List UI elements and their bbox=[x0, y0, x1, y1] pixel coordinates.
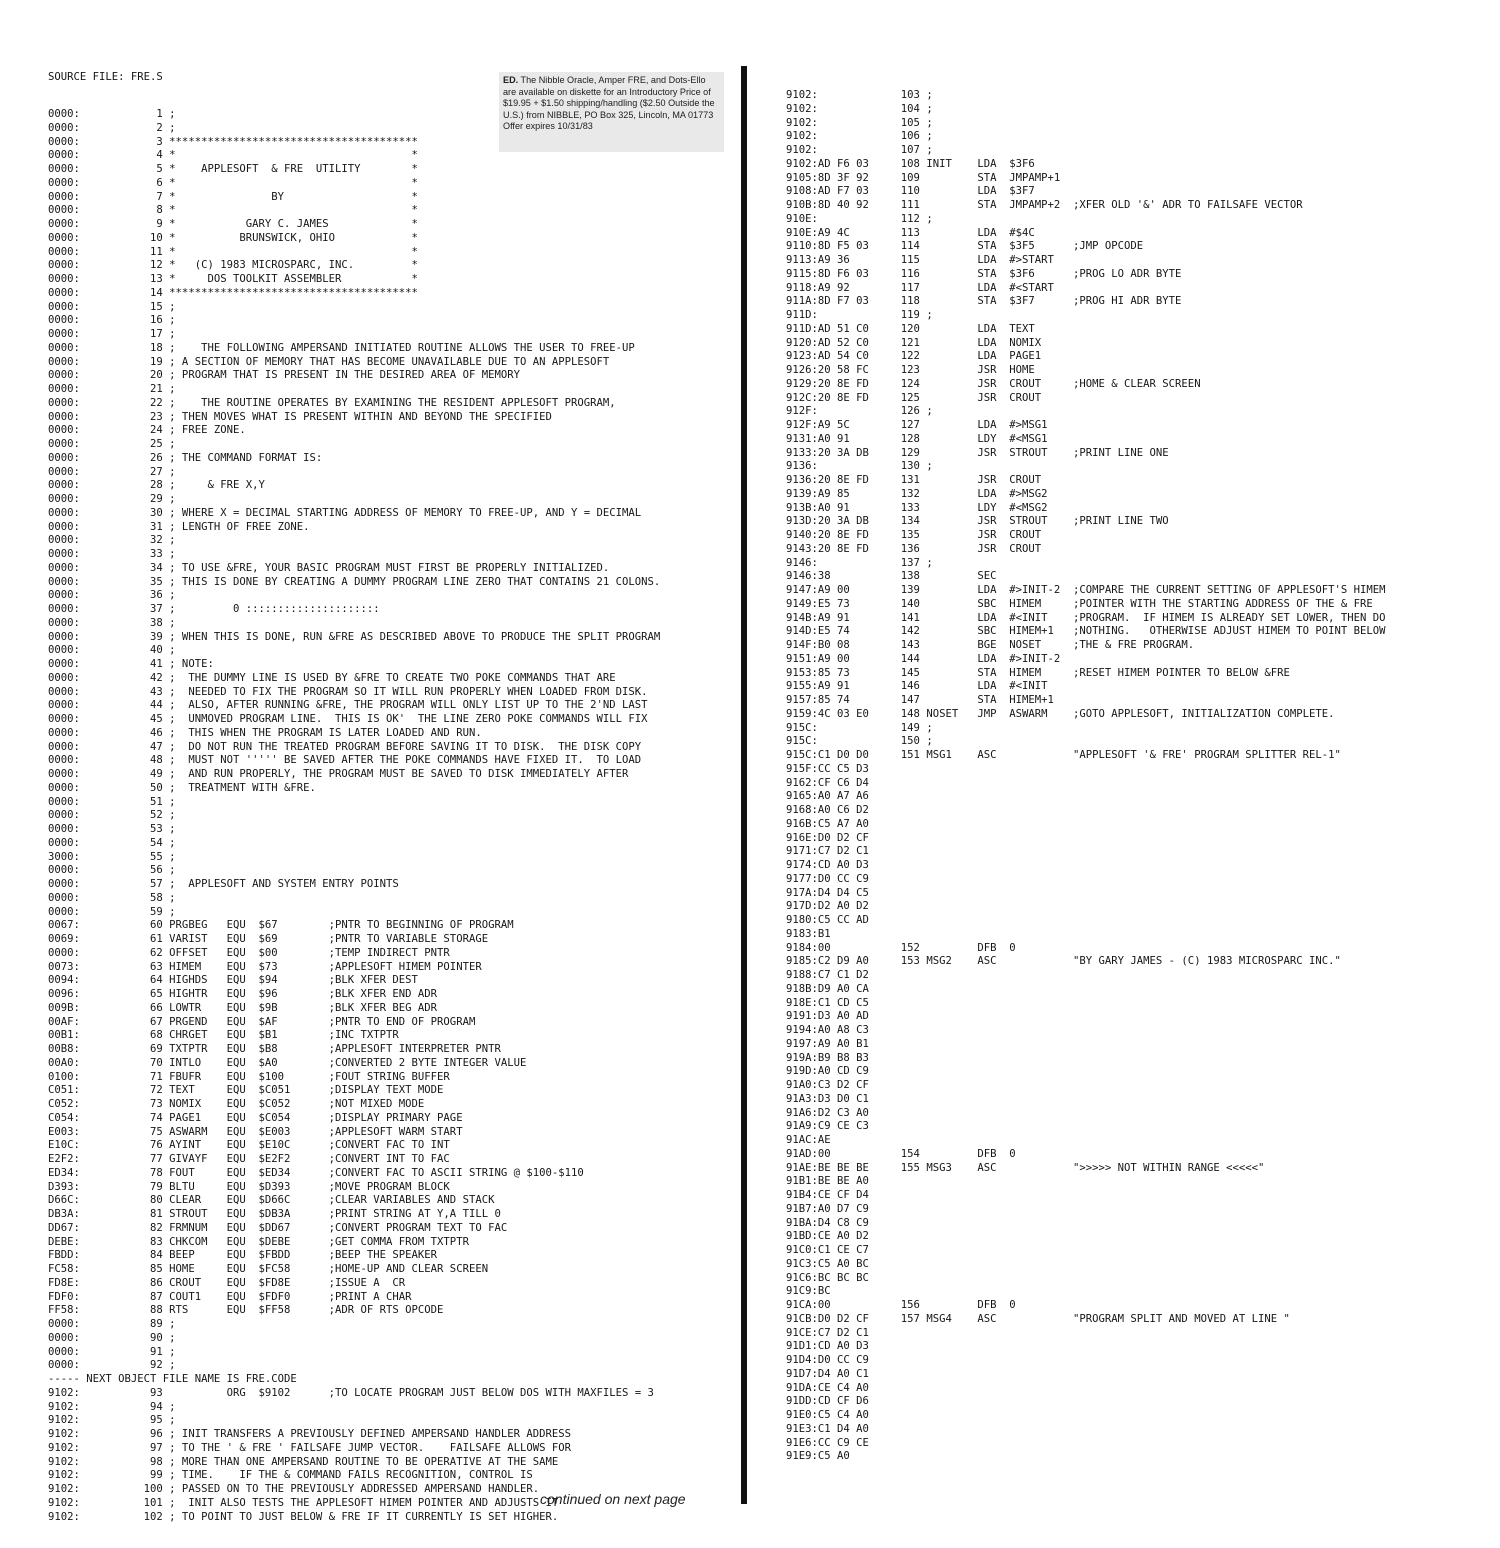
code-line: 0000: 9 * GARY C. JAMES * bbox=[48, 218, 418, 230]
code-line: 915F:CC C5 D3 bbox=[786, 762, 869, 775]
code-line: 0000: 11 * * bbox=[48, 245, 418, 258]
code-line: 917A:D4 D4 C5 bbox=[786, 886, 869, 899]
code-line: 0100: 71 FBUFR EQU $100 ;FOUT STRING BUFFER bbox=[48, 1070, 450, 1083]
code-line: 0000: 40 ; bbox=[48, 644, 176, 657]
code-line: 0067: 60 PRGBEG EQU $67 ;PNTR TO BEGINNING OF PROGRAM bbox=[48, 919, 514, 932]
code-line: 0000: 62 OFFSET EQU $00 ;TEMP INDIRECT PNTR bbox=[48, 946, 450, 959]
code-line: 91D1:CD A0 D3 bbox=[786, 1340, 869, 1353]
code-line: 0000: 47 ; DO NOT RUN THE TREATED PROGRAM BEFORE SAVING IT TO DISK. THE DISK COPY bbox=[48, 740, 642, 753]
code-line: 9129:20 8E FD 124 JSR CROUT ;HOME & CLEAR SCREEN bbox=[786, 377, 1201, 390]
code-line: 9197:A9 A0 B1 bbox=[786, 1037, 869, 1050]
code-line: E2F2: 77 GIVAYF EQU $E2F2 ;CONVERT INT TO FAC bbox=[48, 1153, 450, 1165]
code-line: 9102: 98 ; MORE THAN ONE AMPERSAND ROUTINE TO BE OPERATIVE AT THE SAME bbox=[48, 1455, 559, 1468]
code-line: 91C0:C1 CE C7 bbox=[786, 1244, 869, 1256]
code-line: 0000: 48 ; MUST NOT ''''' BE SAVED AFTER THE POKE COMMANDS HAVE FIXED IT. TO LOAD bbox=[48, 754, 642, 767]
code-line: 0000: 57 ; APPLESOFT AND SYSTEM ENTRY POINTS bbox=[48, 878, 399, 890]
code-line: 00AF: 67 PRGEND EQU $AF ;PNTR TO END OF PROGRAM bbox=[48, 1015, 476, 1028]
code-line: 0000: 15 ; bbox=[48, 300, 176, 313]
code-line: 91D4:D0 CC C9 bbox=[786, 1354, 869, 1366]
code-line: 9168:A0 C6 D2 bbox=[786, 804, 869, 816]
code-line: 916E:D0 D2 CF bbox=[786, 831, 869, 844]
code-line: 9102: 93 ORG $9102 ;TO LOCATE PROGRAM JUST BELOW DOS WITH MAXFILES = 3 bbox=[48, 1386, 654, 1399]
code-line: 9131:A0 91 128 LDY #<MSG1 bbox=[786, 432, 1048, 445]
code-line: 9115:8D F6 03 116 STA $3F6 ;PROG LO ADR BYTE bbox=[786, 267, 1182, 280]
code-line: 91DA:CE C4 A0 bbox=[786, 1381, 869, 1394]
code-line: 0000: 3 *************************************** bbox=[48, 135, 418, 148]
code-line: 0073: 63 HIMEM EQU $73 ;APPLESOFT HIMEM POINTER bbox=[48, 960, 482, 973]
code-line: 0000: 39 ; WHEN THIS IS DONE, RUN &FRE AS DESCRIBED ABOVE TO PRODUCE THE SPLIT PROGRAM bbox=[48, 630, 661, 643]
code-line: 0094: 64 HIGHDS EQU $94 ;BLK XFER DEST bbox=[48, 974, 418, 987]
code-line: 91AE:BE BE BE 155 MSG3 ASC ">>>>> NOT WITHIN RANGE <<<<<" bbox=[786, 1161, 1265, 1174]
code-line: 0000: 26 ; THE COMMAND FORMAT IS: bbox=[48, 451, 323, 464]
code-line: 0000: 23 ; THEN MOVES WHAT IS PRESENT WITHIN AND BEYOND THE SPECIFIED bbox=[48, 410, 552, 423]
code-line: 91C9:BC bbox=[786, 1285, 831, 1298]
code-line: 0000: 89 ; bbox=[48, 1318, 176, 1330]
code-line: 0000: 37 ; 0 ::::::::::::::::::::: bbox=[48, 603, 380, 615]
code-line: 91BD:CE A0 D2 bbox=[786, 1230, 869, 1243]
code-line: 910E:A9 4C 113 LDA #$4C bbox=[786, 226, 1035, 239]
code-line: 0000: 35 ; THIS IS DONE BY CREATING A DUMMY PROGRAM LINE ZERO THAT CONTAINS 21 COLONS. bbox=[48, 575, 661, 588]
code-line: 0000: 90 ; bbox=[48, 1331, 176, 1344]
code-line: 0000: 33 ; bbox=[48, 548, 176, 560]
code-line: 0000: 24 ; FREE ZONE. bbox=[48, 424, 246, 437]
code-line: 918B:D9 A0 CA bbox=[786, 982, 869, 995]
code-line: 9194:A0 A8 C3 bbox=[786, 1024, 869, 1036]
code-line: 0000: 29 ; bbox=[48, 493, 176, 505]
code-line: 912F: 126 ; bbox=[786, 405, 933, 418]
code-line: 9147:A9 00 139 LDA #>INIT-2 ;COMPARE THE CURRENT SETTING OF APPLESOFT'S HIMEM bbox=[786, 584, 1386, 596]
code-line: 9126:20 58 FC 123 JSR HOME bbox=[786, 364, 1035, 376]
code-line: 91CA:00 156 DFB 0 bbox=[786, 1299, 1016, 1311]
code-line: 9183:B1 bbox=[786, 927, 831, 940]
code-line: 9151:A9 00 144 LDA #>INIT-2 bbox=[786, 652, 1061, 665]
code-line: 0000: 53 ; bbox=[48, 823, 176, 835]
code-line: 0000: 91 ; bbox=[48, 1345, 176, 1358]
code-line: 0000: 5 * APPLESOFT & FRE UTILITY * bbox=[48, 163, 418, 175]
code-line: 9157:85 74 147 STA HIMEM+1 bbox=[786, 694, 1054, 706]
code-line: 9102: 102 ; TO POINT TO JUST BELOW & FRE IF IT CURRENTLY IS SET HIGHER. bbox=[48, 1510, 559, 1523]
code-line: 91B4:CE CF D4 bbox=[786, 1189, 869, 1201]
code-line: E003: 75 ASWARM EQU $E003 ;APPLESOFT WARM START bbox=[48, 1125, 463, 1138]
code-line: 912F:A9 5C 127 LDA #>MSG1 bbox=[786, 419, 1048, 431]
code-line: 0000: 54 ; bbox=[48, 836, 176, 849]
code-line: ----- NEXT OBJECT FILE NAME IS FRE.CODE bbox=[48, 1373, 297, 1385]
code-line: 9123:AD 54 C0 122 LDA PAGE1 bbox=[786, 350, 1042, 363]
code-line: DD67: 82 FRMNUM EQU $DD67 ;CONVERT PROGRAM TEXT TO FAC bbox=[48, 1221, 508, 1234]
code-line: 913B:A0 91 133 LDY #<MSG2 bbox=[786, 501, 1048, 514]
code-line: D393: 79 BLTU EQU $D393 ;MOVE PROGRAM BLOCK bbox=[48, 1180, 450, 1193]
code-line: 0000: 41 ; NOTE: bbox=[48, 658, 214, 670]
code-line: 9102: 99 ; TIME. IF THE & COMMAND FAILS RECOGNITION, CONTROL IS bbox=[48, 1469, 533, 1482]
code-line: 9185:C2 D9 A0 153 MSG2 ASC "BY GARY JAMES - (C) 1983 MICROSPARC INC." bbox=[786, 955, 1341, 968]
code-line: 9136:20 8E FD 131 JSR CROUT bbox=[786, 474, 1042, 486]
code-line: 918E:C1 CD C5 bbox=[786, 996, 869, 1009]
code-line: 91A9:C9 CE C3 bbox=[786, 1120, 869, 1133]
code-line: 9102: 104 ; bbox=[786, 102, 933, 115]
code-line: 914B:A9 91 141 LDA #<INIT ;PROGRAM. IF HIMEM IS ALREADY SET LOWER, THEN DO bbox=[786, 611, 1386, 624]
code-line: 9102: 95 ; bbox=[48, 1414, 176, 1427]
code-line: E10C: 76 AYINT EQU $E10C ;CONVERT FAC TO INT bbox=[48, 1139, 450, 1152]
code-line: C052: 73 NOMIX EQU $C052 ;NOT MIXED MODE bbox=[48, 1098, 425, 1110]
right-listing-column bbox=[786, 65, 1498, 1475]
code-line: 9110:8D F5 03 114 STA $3F5 ;JMP OPCODE bbox=[786, 240, 1144, 253]
code-line: 9149:E5 73 140 SBC HIMEM ;POINTER WITH THE STARTING ADDRESS OF THE & FRE bbox=[786, 597, 1373, 610]
code-line: 91B7:A0 D7 C9 bbox=[786, 1202, 869, 1215]
code-line: 912C:20 8E FD 125 JSR CROUT bbox=[786, 391, 1042, 404]
code-line: 919D:A0 CD C9 bbox=[786, 1065, 869, 1078]
code-line: 0000: 13 * DOS TOOLKIT ASSEMBLER * bbox=[48, 273, 418, 285]
code-line: 0000: 28 ; & FRE X,Y bbox=[48, 479, 265, 492]
code-line: 91AD:00 154 DFB 0 bbox=[786, 1147, 1016, 1160]
code-line: 0000: 42 ; THE DUMMY LINE IS USED BY &FRE TO CREATE TWO POKE COMMANDS THAT ARE bbox=[48, 671, 616, 684]
code-line: 9102: 105 ; bbox=[786, 116, 933, 129]
code-line: 915C: 149 ; bbox=[786, 721, 933, 734]
code-line: 9177:D0 CC C9 bbox=[786, 872, 869, 885]
code-line: 0000: 31 ; LENGTH OF FREE ZONE. bbox=[48, 520, 310, 533]
code-line: C051: 72 TEXT EQU $C051 ;DISPLAY TEXT MODE bbox=[48, 1084, 444, 1097]
code-line: 91A3:D3 D0 C1 bbox=[786, 1092, 869, 1105]
code-line: 9146:38 138 SEC bbox=[786, 570, 997, 583]
code-line: 0000: 14 *************************************** bbox=[48, 286, 418, 299]
code-line: 91C6:BC BC BC bbox=[786, 1271, 869, 1284]
code-line: 9165:A0 A7 A6 bbox=[786, 790, 869, 803]
code-line: 914F:B0 08 143 BGE NOSET ;THE & FRE PROGRAM. bbox=[786, 639, 1195, 651]
code-line: FDF0: 87 COUT1 EQU $FDF0 ;PRINT A CHAR bbox=[48, 1290, 412, 1303]
code-line: 0000: 4 * * bbox=[48, 149, 418, 162]
code-line: 9102: 106 ; bbox=[786, 130, 933, 143]
code-line: 9191:D3 A0 AD bbox=[786, 1010, 869, 1023]
code-line: 009B: 66 LOWTR EQU $9B ;BLK XFER BEG ADR bbox=[48, 1001, 438, 1014]
code-line: 9120:AD 52 C0 121 LDA NOMIX bbox=[786, 336, 1042, 349]
code-line: 0096: 65 HIGHTR EQU $96 ;BLK XFER END ADR bbox=[48, 988, 438, 1000]
code-line: C054: 74 PAGE1 EQU $C054 ;DISPLAY PRIMARY PAGE bbox=[48, 1111, 463, 1124]
code-line: 9102: 94 ; bbox=[48, 1400, 176, 1413]
code-line: 0000: 21 ; bbox=[48, 383, 176, 395]
code-line: 9113:A9 36 115 LDA #>START bbox=[786, 254, 1054, 266]
code-line: 91A6:D2 C3 A0 bbox=[786, 1106, 869, 1119]
editor-note-label: ED. bbox=[503, 75, 519, 85]
code-line: 0000: 59 ; bbox=[48, 905, 176, 918]
code-line: 9174:CD A0 D3 bbox=[786, 859, 869, 871]
code-line: 91A0:C3 D2 CF bbox=[786, 1079, 869, 1091]
code-line: 9108:AD F7 03 110 LDA $3F7 bbox=[786, 185, 1035, 198]
code-line: 0000: 51 ; bbox=[48, 795, 176, 808]
code-line: DEBE: 83 CHKCOM EQU $DEBE ;GET COMMA FROM TXTPTR bbox=[48, 1235, 469, 1248]
code-line: 0000: 25 ; bbox=[48, 438, 176, 450]
code-line: 0000: 17 ; bbox=[48, 328, 176, 340]
code-line: 91DD:CD CF D6 bbox=[786, 1395, 869, 1408]
code-line: 0000: 18 ; THE FOLLOWING AMPERSAND INITIATED ROUTINE ALLOWS THE USER TO FREE-UP bbox=[48, 341, 635, 354]
source-file-header: SOURCE FILE: FRE.S bbox=[48, 71, 163, 83]
code-line: 9159:4C 03 E0 148 NOSET JMP ASWARM ;GOTO APPLESOFT, INITIALIZATION COMPLETE. bbox=[786, 707, 1335, 720]
code-line: 0000: 49 ; AND RUN PROPERLY, THE PROGRAM MUST BE SAVED TO DISK IMMEDIATELY AFTER bbox=[48, 768, 629, 780]
code-line: 9184:00 152 DFB 0 bbox=[786, 941, 1016, 954]
editor-note bbox=[503, 75, 721, 133]
code-line: 9102:AD F6 03 108 INIT LDA $3F6 bbox=[786, 157, 1035, 170]
code-line: 919A:B9 B8 B3 bbox=[786, 1051, 869, 1064]
code-line: D66C: 80 CLEAR EQU $D66C ;CLEAR VARIABLES AND STACK bbox=[48, 1194, 495, 1207]
code-line: 9102: 107 ; bbox=[786, 144, 933, 156]
code-line: 915C:C1 D0 D0 151 MSG1 ASC "APPLESOFT '& FRE' PROGRAM SPLITTER REL-1" bbox=[786, 749, 1341, 761]
left-code-lines bbox=[48, 108, 734, 1524]
code-line: 0000: 56 ; bbox=[48, 864, 176, 877]
code-line: 0000: 38 ; bbox=[48, 616, 176, 629]
code-line: 0000: 36 ; bbox=[48, 589, 176, 602]
code-line: 0000: 1 ; bbox=[48, 108, 176, 120]
code-line: FF58: 88 RTS EQU $FF58 ;ADR OF RTS OPCODE bbox=[48, 1304, 444, 1317]
code-line: 911D:AD 51 C0 120 LDA TEXT bbox=[786, 322, 1035, 335]
code-line: FC58: 85 HOME EQU $FC58 ;HOME-UP AND CLEAR SCREEN bbox=[48, 1263, 489, 1275]
code-line: 9188:C7 C1 D2 bbox=[786, 969, 869, 981]
code-line: 0000: 45 ; UNMOVED PROGRAM LINE. THIS IS OK' THE LINE ZERO POKE COMMANDS WILL FIX bbox=[48, 713, 648, 725]
code-line: 910B:8D 40 92 111 STA JMPAMP+2 ;XFER OLD '&' ADR TO FAILSAFE VECTOR bbox=[786, 199, 1303, 211]
code-line: 911D: 119 ; bbox=[786, 309, 933, 321]
code-line: 0000: 92 ; bbox=[48, 1359, 176, 1372]
code-line: 0000: 19 ; A SECTION OF MEMORY THAT HAS BECOME UNAVAILABLE DUE TO AN APPLESOFT bbox=[48, 355, 610, 368]
code-line: 0000: 32 ; bbox=[48, 534, 176, 547]
code-line: 9136: 130 ; bbox=[786, 460, 933, 473]
code-line: 0000: 50 ; TREATMENT WITH &FRE. bbox=[48, 781, 316, 794]
code-line: 9180:C5 CC AD bbox=[786, 914, 869, 926]
code-line: 0000: 44 ; ALSO, AFTER RUNNING &FRE, THE PROGRAM WILL ONLY LIST UP TO THE 2'ND LAST bbox=[48, 699, 648, 712]
code-line: 0000: 30 ; WHERE X = DECIMAL STARTING ADDRESS OF MEMORY TO FREE-UP, AND Y = DECIMAL bbox=[48, 506, 642, 519]
code-line: 9133:20 3A DB 129 JSR STROUT ;PRINT LINE ONE bbox=[786, 446, 1169, 459]
code-line: 00B8: 69 TXTPTR EQU $B8 ;APPLESOFT INTERPRETER PNTR bbox=[48, 1043, 501, 1055]
code-line: 0000: 58 ; bbox=[48, 891, 176, 904]
code-line: 91E6:CC C9 CE bbox=[786, 1436, 869, 1449]
code-line: 0000: 22 ; THE ROUTINE OPERATES BY EXAMINING THE RESIDENT APPLESOFT PROGRAM, bbox=[48, 396, 616, 409]
code-line: 91BA:D4 C8 C9 bbox=[786, 1216, 869, 1229]
code-line: 916B:C5 A7 A0 bbox=[786, 817, 869, 830]
code-line: 91E3:C1 D4 A0 bbox=[786, 1422, 869, 1435]
code-line: FD8E: 86 CROUT EQU $FD8E ;ISSUE A CR bbox=[48, 1276, 406, 1289]
code-line: 0000: 8 * * bbox=[48, 204, 418, 217]
code-line: 0000: 27 ; bbox=[48, 465, 176, 478]
code-line: 9118:A9 92 117 LDA #<START bbox=[786, 281, 1054, 294]
code-line: 91E0:C5 C4 A0 bbox=[786, 1409, 869, 1421]
code-line: 0000: 43 ; NEEDED TO FIX THE PROGRAM SO IT WILL RUN PROPERLY WHEN LOADED FROM DISK. bbox=[48, 685, 648, 698]
code-line: 0000: 2 ; bbox=[48, 121, 176, 134]
code-line: 915C: 150 ; bbox=[786, 735, 933, 748]
code-line: 00B1: 68 CHRGET EQU $B1 ;INC TXTPTR bbox=[48, 1029, 399, 1042]
code-line: 9153:85 73 145 STA HIMEM ;RESET HIMEM POINTER TO BELOW &FRE bbox=[786, 666, 1290, 679]
code-line: 0000: 46 ; THIS WHEN THE PROGRAM IS LATER LOADED AND RUN. bbox=[48, 726, 482, 739]
code-line: 91D7:D4 A0 C1 bbox=[786, 1367, 869, 1380]
code-line: DB3A: 81 STROUT EQU $DB3A ;PRINT STRING AT Y,A TILL 0 bbox=[48, 1208, 501, 1220]
code-line: 9171:C7 D2 C1 bbox=[786, 845, 869, 858]
code-line: 9102: 103 ; bbox=[786, 89, 933, 101]
code-line: ED34: 78 FOUT EQU $ED34 ;CONVERT FAC TO ASCII STRING @ $100-$110 bbox=[48, 1166, 584, 1179]
code-line: 917D:D2 A0 D2 bbox=[786, 900, 869, 913]
code-line: 0000: 20 ; PROGRAM THAT IS PRESENT IN THE DESIRED AREA OF MEMORY bbox=[48, 369, 520, 382]
code-line: 911A:8D F7 03 118 STA $3F7 ;PROG HI ADR BYTE bbox=[786, 295, 1182, 308]
code-line: 9162:CF C6 D4 bbox=[786, 776, 869, 789]
code-line: 91CE:C7 D2 C1 bbox=[786, 1326, 869, 1339]
code-line: 913D:20 3A DB 134 JSR STROUT ;PRINT LINE TWO bbox=[786, 515, 1169, 528]
code-line: 9140:20 8E FD 135 JSR CROUT bbox=[786, 529, 1042, 541]
code-line: 0000: 10 * BRUNSWICK, OHIO * bbox=[48, 231, 418, 244]
code-line: 91AC:AE bbox=[786, 1134, 831, 1146]
code-line: 0000: 7 * BY * bbox=[48, 190, 418, 203]
code-line: 9139:A9 85 132 LDA #>MSG2 bbox=[786, 487, 1048, 500]
code-line: 914D:E5 74 142 SBC HIMEM+1 ;NOTHING. OTHERWISE ADJUST HIMEM TO POINT BELOW bbox=[786, 625, 1386, 638]
code-line: 9146: 137 ; bbox=[786, 556, 933, 569]
code-line: 0000: 16 ; bbox=[48, 314, 176, 327]
code-line: 9105:8D 3F 92 109 STA JMPAMP+1 bbox=[786, 171, 1061, 184]
continued-footer: continued on next page bbox=[540, 1491, 686, 1507]
code-line: 0000: 34 ; TO USE &FRE, YOUR BASIC PROGRAM MUST FIRST BE PROPERLY INITIALIZED. bbox=[48, 561, 610, 574]
code-line: 00A0: 70 INTLO EQU $A0 ;CONVERTED 2 BYTE INTEGER VALUE bbox=[48, 1056, 527, 1069]
code-line: 9102: 96 ; INIT TRANSFERS A PREVIOUSLY DEFINED AMPERSAND HANDLER ADDRESS bbox=[48, 1428, 571, 1440]
column-divider bbox=[741, 66, 747, 1504]
code-line: 9102: 100 ; PASSED ON TO THE PREVIOUSLY ADDRESSED AMPERSAND HANDLER. bbox=[48, 1483, 540, 1495]
code-line: 0069: 61 VARIST EQU $69 ;PNTR TO VARIABLE STORAGE bbox=[48, 933, 489, 945]
code-line: 91B1:BE BE A0 bbox=[786, 1175, 869, 1188]
code-line: 0000: 52 ; bbox=[48, 809, 176, 822]
code-line: 9102: 97 ; TO THE ' & FRE ' FAILSAFE JUMP VECTOR. FAILSAFE ALLOWS FOR bbox=[48, 1441, 571, 1454]
code-line: 0000: 12 * (C) 1983 MICROSPARC, INC. * bbox=[48, 259, 418, 272]
editor-note-text: The Nibble Oracle, Amper FRE, and Dots-Ello are available on diskette for an Introductory Price of $19.95 + $1.50 shipping/handling ($2.50 Outside the U.S.) from NIBBLE, PO Box 325, Lincoln, MA 01773 Offer expires 10/31/83 bbox=[503, 75, 715, 132]
code-line: 910E: 112 ; bbox=[786, 212, 933, 225]
code-line: 9102: 101 ; INIT ALSO TESTS THE APPLESOFT HIMEM POINTER AND ADJUSTS IT bbox=[48, 1496, 559, 1509]
right-code-lines bbox=[786, 89, 1498, 1464]
code-line: 91CB:D0 D2 CF 157 MSG4 ASC "PROGRAM SPLIT AND MOVED AT LINE " bbox=[786, 1312, 1290, 1325]
code-line: 3000: 55 ; bbox=[48, 850, 176, 863]
code-line: 9143:20 8E FD 136 JSR CROUT bbox=[786, 542, 1042, 555]
code-line: FBDD: 84 BEEP EQU $FBDD ;BEEP THE SPEAKER bbox=[48, 1249, 438, 1262]
code-line: 91C3:C5 A0 BC bbox=[786, 1257, 869, 1270]
code-line: 0000: 6 * * bbox=[48, 176, 418, 189]
code-line: 91E9:C5 A0 bbox=[786, 1450, 850, 1463]
code-line: 9155:A9 91 146 LDA #<INIT bbox=[786, 680, 1048, 693]
